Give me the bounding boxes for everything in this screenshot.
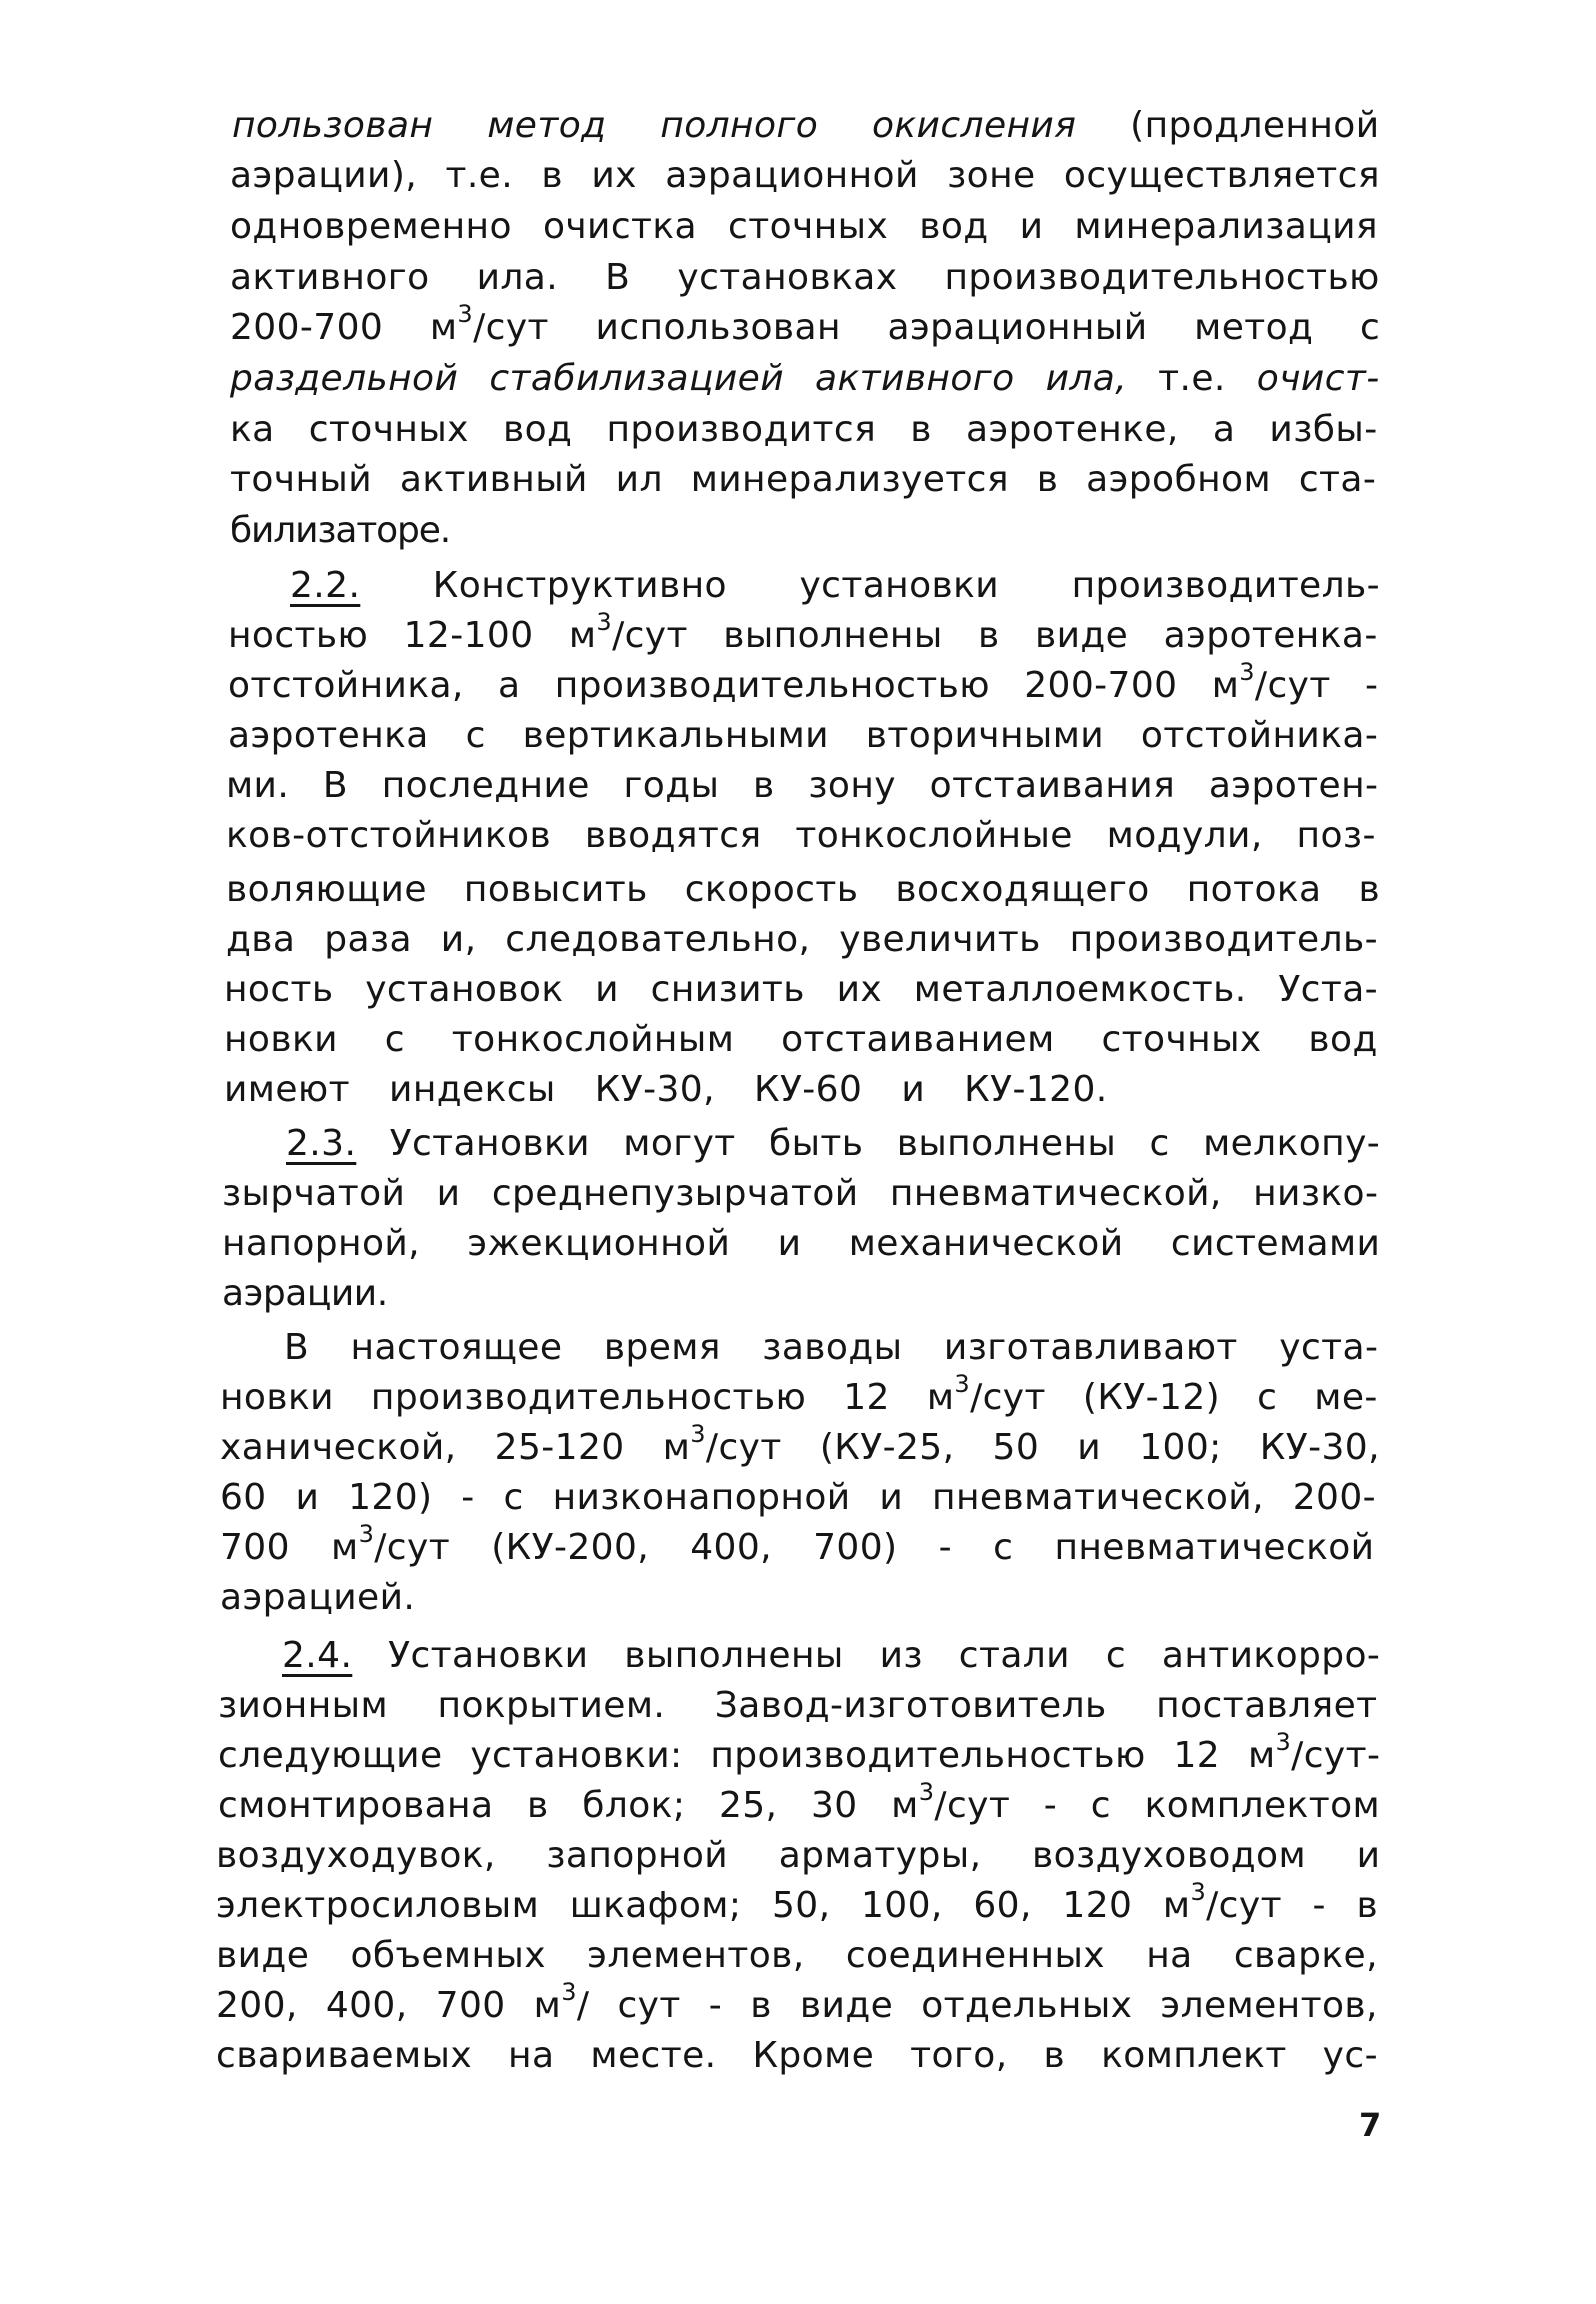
text-line <box>220 1475 1376 1521</box>
text-run: ностью 12-100 м <box>228 615 597 656</box>
text-run: Установки могут быть выполнены с мелкопу- <box>356 1123 1381 1164</box>
text-line <box>218 1778 1381 1829</box>
section-number: 2.3. <box>286 1123 357 1164</box>
text-run: новки производительностью 12 м <box>220 1377 955 1418</box>
section-number: 2.2. <box>290 565 361 606</box>
text-run: новки с тонкослойным отстаиванием сточных вод <box>224 1019 1378 1060</box>
text-line <box>230 153 1380 199</box>
superscript: 3 <box>954 1370 971 1398</box>
text-run: точный активный ил минерализуется в аэробном ста- <box>230 459 1377 500</box>
text-run: /сут (КУ-25, 50 и 100; КУ-30, <box>705 1427 1380 1468</box>
text-run: 200, 400, 700 м <box>216 1985 562 2026</box>
text-line <box>226 867 1380 913</box>
text-run: зырчатой и среднепузырчатой пневматической, низко- <box>222 1173 1379 1214</box>
page-number: 7 <box>1359 2106 1382 2144</box>
text-run: /сут выполнены в виде аэротенка- <box>612 615 1378 656</box>
text-line <box>220 1420 1380 1471</box>
superscript: 3 <box>561 1978 577 2006</box>
text-line <box>216 1878 1379 1929</box>
text-run: виде объемных элементов, соединенных на сварке, <box>216 1935 1378 1976</box>
section-line <box>282 1633 1380 1679</box>
text-run: т.е. <box>1127 358 1257 399</box>
text-line <box>226 917 1378 963</box>
text-line <box>230 255 1380 301</box>
text-run: одновременно очистка сточных вод и минерализация <box>230 206 1378 247</box>
text-line <box>222 1221 1380 1267</box>
text-line <box>220 1575 415 1621</box>
text-run: активного ила. В установках производительностью <box>230 257 1380 298</box>
text-run: аэротенка с вертикальными вторичными отстойника- <box>228 715 1379 756</box>
text-line <box>216 1933 1378 1979</box>
text-line <box>230 300 1381 351</box>
text-run: зионным покрытием. Завод-изготовитель поставляет <box>218 1685 1378 1726</box>
text-run: Установки выполнены из стали с антикорро- <box>352 1635 1381 1676</box>
text-run: электросиловым шкафом; 50, 100, 60, 120 м <box>216 1885 1191 1926</box>
text-run: В настоящее время заводы изготавливают уста- <box>284 1327 1379 1368</box>
text-line <box>224 1067 1108 1113</box>
text-run: аэрации), т.е. в их аэрационной зоне осуществляется <box>230 155 1380 196</box>
text-line <box>228 658 1379 709</box>
text-line <box>230 457 1376 503</box>
section-line <box>286 1121 1380 1167</box>
text-run: воздуходувок, запорной арматуры, воздуховодом и <box>216 1835 1381 1876</box>
text-run: имеют индексы КУ-30, КУ-60 и КУ-120. <box>224 1069 1108 1110</box>
text-run: следующие установки: производительностью 12 м <box>218 1735 1276 1776</box>
superscript: 3 <box>1239 658 1255 686</box>
text-run: /сут- <box>1291 1735 1381 1776</box>
text-run: /сут - <box>1254 665 1379 706</box>
superscript: 3 <box>358 1520 375 1548</box>
text-run: /сут (КУ-200, 400, 700) - с пневматической <box>374 1527 1375 1568</box>
text-line <box>230 356 1380 402</box>
text-line <box>220 1520 1375 1571</box>
text-line <box>230 508 450 554</box>
text-line <box>218 1728 1381 1779</box>
section-number: 2.4. <box>282 1635 353 1676</box>
text-run: 60 и 120) - с низконапорной и пневматической, 200- <box>220 1477 1377 1518</box>
text-line <box>222 1271 388 1317</box>
text-line <box>216 1978 1378 2029</box>
text-run: /сут - в <box>1206 1885 1379 1926</box>
superscript: 3 <box>1275 1728 1292 1756</box>
italic-text: пользован метод полного окисления <box>232 105 1077 146</box>
text-run: отстойника, а производительностью 200-700 м <box>228 665 1240 706</box>
text-run: ми. В последние годы в зону отстаивания аэротен- <box>226 765 1379 806</box>
text-run: напорной, эжекционной и механической системами <box>222 1223 1381 1264</box>
superscript: 3 <box>918 1778 935 1806</box>
text-run: смонтирована в блок; 25, 30 м <box>218 1785 919 1826</box>
text-line <box>218 1683 1378 1729</box>
section-line <box>290 563 1380 609</box>
text-line <box>220 1370 1378 1421</box>
text-run: воляющие повысить скорость восходящего потока в <box>226 869 1381 910</box>
text-line <box>228 608 1378 659</box>
text-line <box>216 2033 1378 2079</box>
italic-text: раздельной стабилизацией активного ила, <box>230 358 1128 399</box>
superscript: 3 <box>457 300 474 328</box>
text-run: ков-отстойников вводятся тонкослойные модули, поз- <box>226 815 1376 856</box>
italic-text: очист- <box>1256 358 1380 399</box>
text-line <box>226 813 1376 859</box>
superscript: 3 <box>1190 1878 1207 1906</box>
text-line <box>224 967 1378 1013</box>
text-line <box>284 1325 1378 1371</box>
text-run: /сут - с комплектом <box>934 1785 1381 1826</box>
text-line <box>216 1833 1380 1879</box>
text-run: ность установок и снизить их металлоемкость. Уста- <box>224 969 1379 1010</box>
superscript: 3 <box>596 608 613 636</box>
text-line <box>226 763 1378 809</box>
text-run: два раза и, следовательно, увеличить производитель- <box>226 919 1378 960</box>
text-run: / сут - в виде отдельных элементов, <box>576 1985 1378 2026</box>
text-line <box>230 407 1378 453</box>
text-run: аэрацией. <box>220 1577 416 1618</box>
text-run: билизаторе. <box>230 510 451 551</box>
text-run: свариваемых на месте. Кроме того, в комплект ус- <box>216 2035 1378 2076</box>
text-run: 200-700 м <box>230 307 458 348</box>
text-run: Конструктивно установки производитель- <box>360 565 1381 606</box>
text-line <box>222 1171 1378 1217</box>
text-run: (продленной <box>1076 105 1380 146</box>
text-run: 700 м <box>220 1527 359 1568</box>
text-run: /сут использован аэрационный метод с <box>473 307 1381 348</box>
text-line <box>228 713 1378 759</box>
text-run: аэрации. <box>222 1273 388 1314</box>
text-run: ханической, 25-120 м <box>220 1427 691 1468</box>
text-line <box>224 1017 1378 1063</box>
text-run: ка сточных вод производится в аэротенке, а избы- <box>230 409 1378 450</box>
superscript: 3 <box>690 1420 706 1448</box>
text-run: /сут (КУ-12) с ме- <box>970 1377 1378 1418</box>
text-line <box>230 204 1378 250</box>
text-line <box>232 103 1380 149</box>
